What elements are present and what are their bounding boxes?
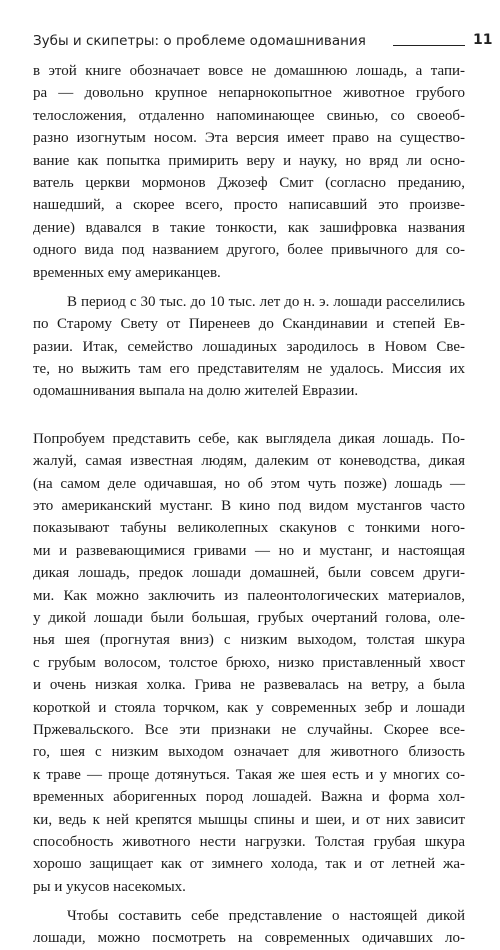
text-line: ватель церкви мормонов Джозеф Смит (согласно преданию, <box>33 174 465 191</box>
text-line: временных ему американцев. <box>33 264 221 281</box>
text-line: и очень низкая холка. Грива не развевалась на ветру, а была <box>33 677 465 694</box>
text-line: (на самом деле одичавшая, но об этом чуть позже) лошадь — <box>33 475 465 492</box>
body-text <box>33 60 465 950</box>
page-number: 11 <box>473 32 493 48</box>
text-line: хорошо защищает как от зимнего холода, так и от летней жа- <box>33 856 465 873</box>
text-line: способность животного нести нагрузки. Толстая грубая шкура <box>33 833 465 850</box>
text-line: жалуй, самая известная людям, далеким от коневодства, дикая <box>33 453 465 470</box>
text-line: Попробуем представить себе, как выглядела дикая лошадь. По- <box>33 430 465 447</box>
text-line: ры и укусов насекомых. <box>33 878 186 895</box>
text-line: по Старому Свету от Пиренеев до Скандинавии и степей Ев- <box>33 316 465 333</box>
text-line: Пржевальского. Все эти признаки не случайны. Скорее все- <box>33 721 465 738</box>
text-line: В период с 30 тыс. до 10 тыс. лет до н. э. лошади расселились <box>67 293 465 310</box>
text-line: с грубым волосом, толстое брюхо, низко приставленный хвост <box>33 654 465 671</box>
text-line: дение) вдавался в такие тонкости, как зашифровка названия <box>33 219 465 236</box>
text-line: у дикой лошади были большая, грубых очертаний голова, оле- <box>33 609 465 626</box>
paragraph-4 <box>33 905 465 950</box>
text-line: го, шея с низким выходом означает для животного близость <box>33 744 465 761</box>
text-line: показывают табуны великолепных скакунов с тонкими ного- <box>33 520 465 537</box>
text-line: одного вида под названием другого, более привычного для со- <box>33 242 465 259</box>
paragraph-3 <box>33 428 465 898</box>
text-line: телосложения, отдаленно напоминающее свинью, со своеоб- <box>33 107 465 124</box>
text-line: Чтобы составить себе представление о настоящей дикой <box>67 908 465 925</box>
text-line: ра — довольно крупное непарнокопытное животное грубого <box>33 85 465 102</box>
text-line: разно изогнутым носом. Эта версия имеет право на существо- <box>33 130 465 147</box>
text-line: к траве — проще дотянуться. Такая же шея есть и у многих со- <box>33 766 465 783</box>
text-line: одомашнивания выпала на долю жителей Евразии. <box>33 383 359 400</box>
running-header-title: Зубы и скипетры: о проблеме одомашнивания <box>33 33 366 49</box>
text-line: нашедший, а скорее всего, просто написавший это произве- <box>33 197 465 214</box>
text-line: временных аборигенных пород лошадей. Важна и форма хол- <box>33 789 465 806</box>
text-line: короткой и стояла торчком, как у современных зебр и лошади <box>33 699 465 716</box>
text-line: ми и развевающимися гривами — но и мустанг, и настоящая <box>33 542 465 559</box>
header-rule <box>393 45 465 46</box>
text-line: нья шея (прогнутая вниз) с низким выходом, толстая шкура <box>33 632 465 649</box>
text-line: те, но выжить там его представителям не удалось. Миссия их <box>33 361 465 378</box>
text-line: вание как попытка примирить веру и науку, но вряд ли осно- <box>33 152 465 169</box>
paragraph-2 <box>33 291 465 403</box>
text-line: ми. Как можно заключить из палеонтологических материалов, <box>33 587 465 604</box>
running-header <box>33 32 493 53</box>
text-line: ки, ведь к ней крепятся мышцы спины и шеи, и от них зависит <box>33 811 465 828</box>
text-line: разии. Итак, семейство лошадиных зародилось в Новом Све- <box>33 338 465 355</box>
text-line: в этой книге обозначает вовсе не домашнюю лошадь, а тапи- <box>33 63 465 79</box>
text-line: это американский мустанг. В кино под видом мустангов часто <box>33 498 465 515</box>
text-line: лошади, можно посмотреть на современных одичавших ло- <box>33 930 465 947</box>
paragraph-1 <box>33 60 465 284</box>
text-line: дикая лошадь, предок лошади домашней, были совсем други- <box>33 565 465 582</box>
